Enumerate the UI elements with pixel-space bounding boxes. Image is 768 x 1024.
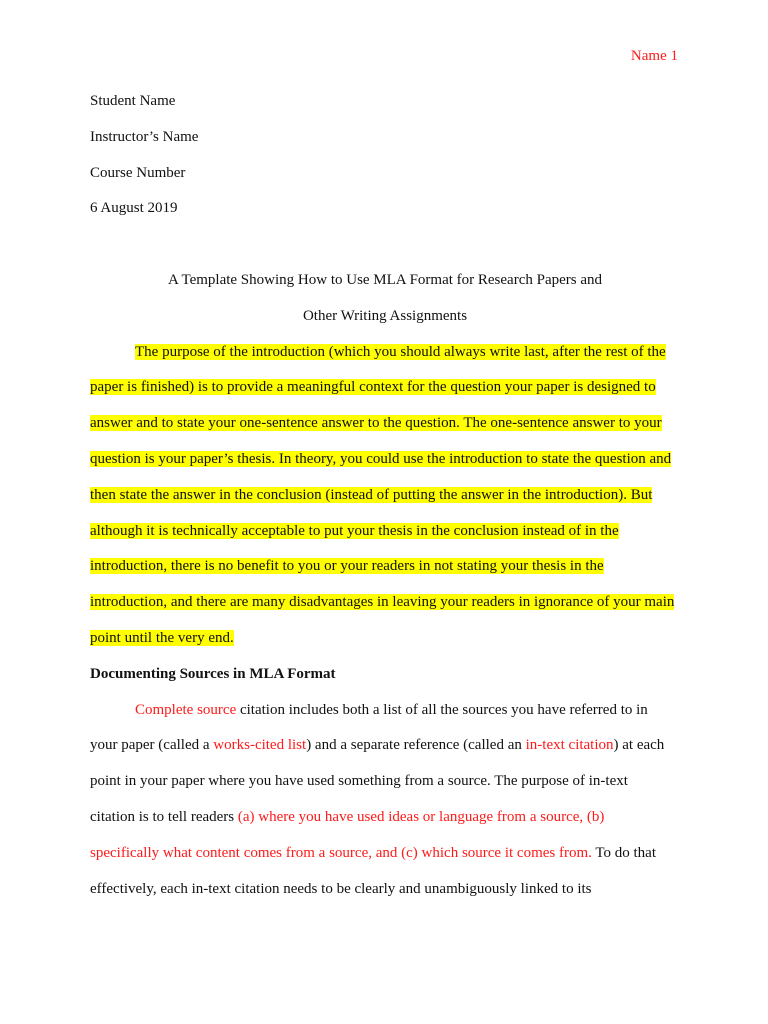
course-number: Course Number (90, 164, 186, 181)
body-text: citation includes both a list of all the sources you have referred to in (236, 701, 648, 718)
document-date: 6 August 2019 (90, 200, 178, 217)
intro-line (90, 478, 680, 514)
red-annotation: (a) where you have used ideas or language from a source, (b) (237, 808, 605, 825)
red-annotation: works-cited list (213, 737, 307, 754)
paragraph-line (90, 728, 680, 764)
highlighted-text: answer and to state your one-sentence answer to the question. The one-sentence answer to your (90, 415, 662, 432)
body-text: effectively, each in-text citation needs to be clearly and unambiguously linked to its (90, 880, 592, 897)
body-text: your paper (called a (90, 737, 214, 754)
body-text: To do that (591, 844, 656, 861)
paragraph-line (90, 836, 680, 872)
sources-paragraph (90, 693, 680, 908)
red-annotation: Complete source (135, 701, 237, 718)
red-annotation: specifically what content comes from a source, and (c) which source it comes from. (90, 844, 592, 861)
page-header-name: Name 1 (630, 48, 678, 64)
instructor-name: Instructor’s Name (90, 128, 199, 145)
blank-line (90, 227, 680, 263)
highlighted-text: The purpose of the introduction (which you should always write last, after the rest of the (135, 343, 666, 360)
highlighted-text: introduction, there is no benefit to you or your readers in not stating your thesis in the (90, 558, 604, 575)
intro-line (90, 406, 680, 442)
highlighted-text: paper is finished) is to provide a meaningful context for the question your paper is designed to (90, 379, 656, 396)
section-heading: Documenting Sources in MLA Format (90, 665, 336, 682)
intro-line (90, 585, 680, 621)
intro-line (90, 621, 680, 657)
paragraph-line (90, 693, 680, 729)
student-name: Student Name (90, 93, 176, 109)
body-text: ) and a separate reference (called an (306, 737, 526, 754)
body-text: ) at each (613, 737, 665, 754)
paragraph-line (90, 764, 680, 800)
highlighted-text: point until the very end. (90, 629, 234, 646)
intro-line (90, 549, 680, 585)
title-line-2: Other Writing Assignments (302, 307, 468, 324)
highlighted-text: then state the answer in the conclusion (instead of putting the answer in the introduction). But (90, 486, 653, 503)
paragraph-line (90, 872, 680, 908)
body-text: citation is to tell readers (90, 808, 238, 825)
intro-paragraph (90, 335, 680, 657)
highlighted-text: question is your paper’s thesis. In theory, you could use the introduction to state the question and (90, 450, 672, 467)
paragraph-line (90, 800, 680, 836)
title-line-1: A Template Showing How to Use MLA Format for Research Papers and (167, 271, 603, 288)
intro-line (90, 442, 680, 478)
intro-line (90, 514, 680, 550)
highlighted-text: introduction, and there are many disadvantages in leaving your readers in ignorance of your main (90, 594, 675, 611)
document-body (90, 84, 680, 907)
intro-line (90, 335, 680, 371)
body-text: point in your paper where you have used something from a source. The purpose of in-text (90, 773, 628, 790)
red-annotation: in-text citation (525, 737, 614, 754)
highlighted-text: although it is technically acceptable to put your thesis in the conclusion instead of in the (90, 522, 619, 539)
intro-line (90, 370, 680, 406)
